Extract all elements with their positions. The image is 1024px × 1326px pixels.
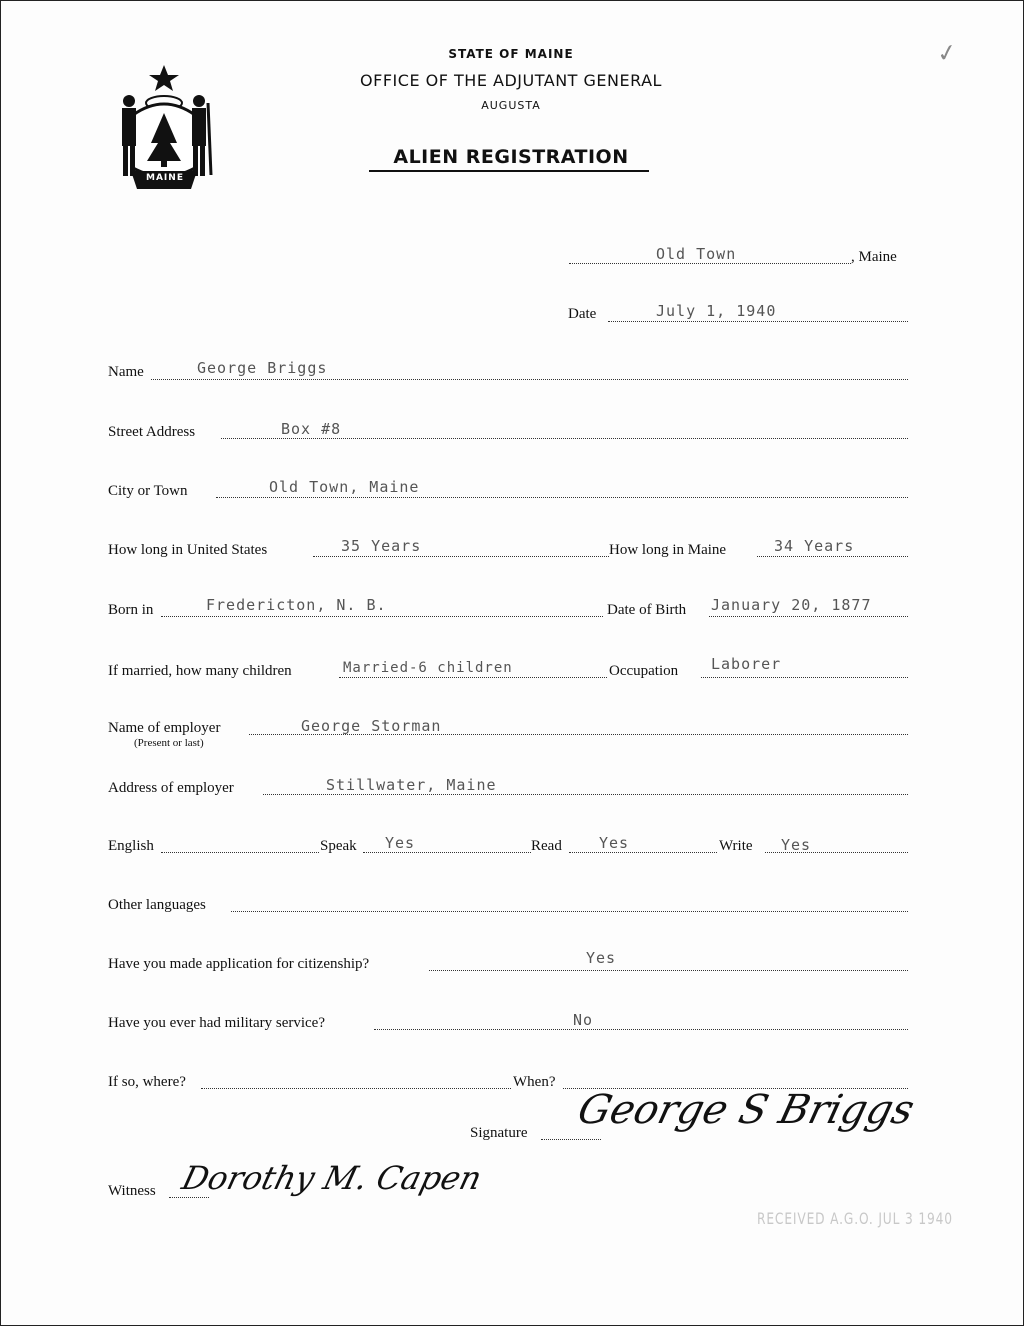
read-label: Read [531,838,562,854]
citizenship-label: Have you made application for citizenship? [108,956,370,972]
military-value: No [573,1011,594,1029]
title-underline [369,170,649,172]
signature-label: Signature [470,1125,528,1141]
employer-address-value: Stillwater, Maine [326,776,497,794]
occupation-label: Occupation [609,663,679,679]
when-label: When? [513,1074,556,1090]
dob-label: Date of Birth [607,602,687,618]
citizenship-value: Yes [586,949,617,967]
header-city: AUGUSTA [481,99,541,112]
other-languages-label: Other languages [108,897,206,913]
received-stamp: RECEIVED A.G.O. JUL 3 1940 [757,1209,953,1228]
english-label: English [108,838,154,854]
military-label: Have you ever had military service? [108,1015,325,1031]
employer-address-label: Address of employer [108,780,234,796]
street-value: Box #8 [281,420,342,438]
children-label: If married, how many children [108,663,292,679]
born-in-label: Born in [108,602,154,618]
seal-label: MAINE [146,173,184,183]
check-mark-icon: ✓ [934,37,960,69]
dob-value: January 20, 1877 [711,596,872,614]
write-label: Write [719,838,753,854]
name-label: Name [108,364,144,380]
how-long-maine-value: 34 Years [774,537,855,555]
children-value: Married-6 children [343,660,513,676]
read-value: Yes [599,834,630,852]
place-suffix: , Maine [851,249,897,265]
employer-label: Name of employer [108,720,221,736]
witness-value: Dorothy M. Capen [178,1159,486,1197]
speak-value: Yes [385,834,416,852]
header-state: STATE OF MAINE [448,47,574,61]
header-office: OFFICE OF THE ADJUTANT GENERAL [360,71,662,90]
city-label: City or Town [108,483,188,499]
born-in-value: Fredericton, N. B. [206,596,387,614]
name-value: George Briggs [197,359,328,377]
if-so-label: If so, where? [108,1074,186,1090]
witness-label: Witness [108,1183,156,1199]
form-title: ALIEN REGISTRATION [393,146,629,168]
occupation-value: Laborer [711,655,782,673]
place-value: Old Town [656,245,737,263]
how-long-maine-label: How long in Maine [609,542,727,558]
how-long-us-value: 35 Years [341,537,422,555]
write-value: Yes [781,836,812,854]
date-value: July 1, 1940 [656,302,777,320]
signature-value: George S Briggs [573,1087,919,1133]
speak-label: Speak [320,838,357,854]
date-label: Date [568,306,597,322]
how-long-us-label: How long in United States [108,542,268,558]
employer-value: George Storman [301,717,442,735]
employer-sublabel: (Present or last) [134,737,204,749]
street-label: Street Address [108,424,196,440]
city-value: Old Town, Maine [269,478,420,496]
